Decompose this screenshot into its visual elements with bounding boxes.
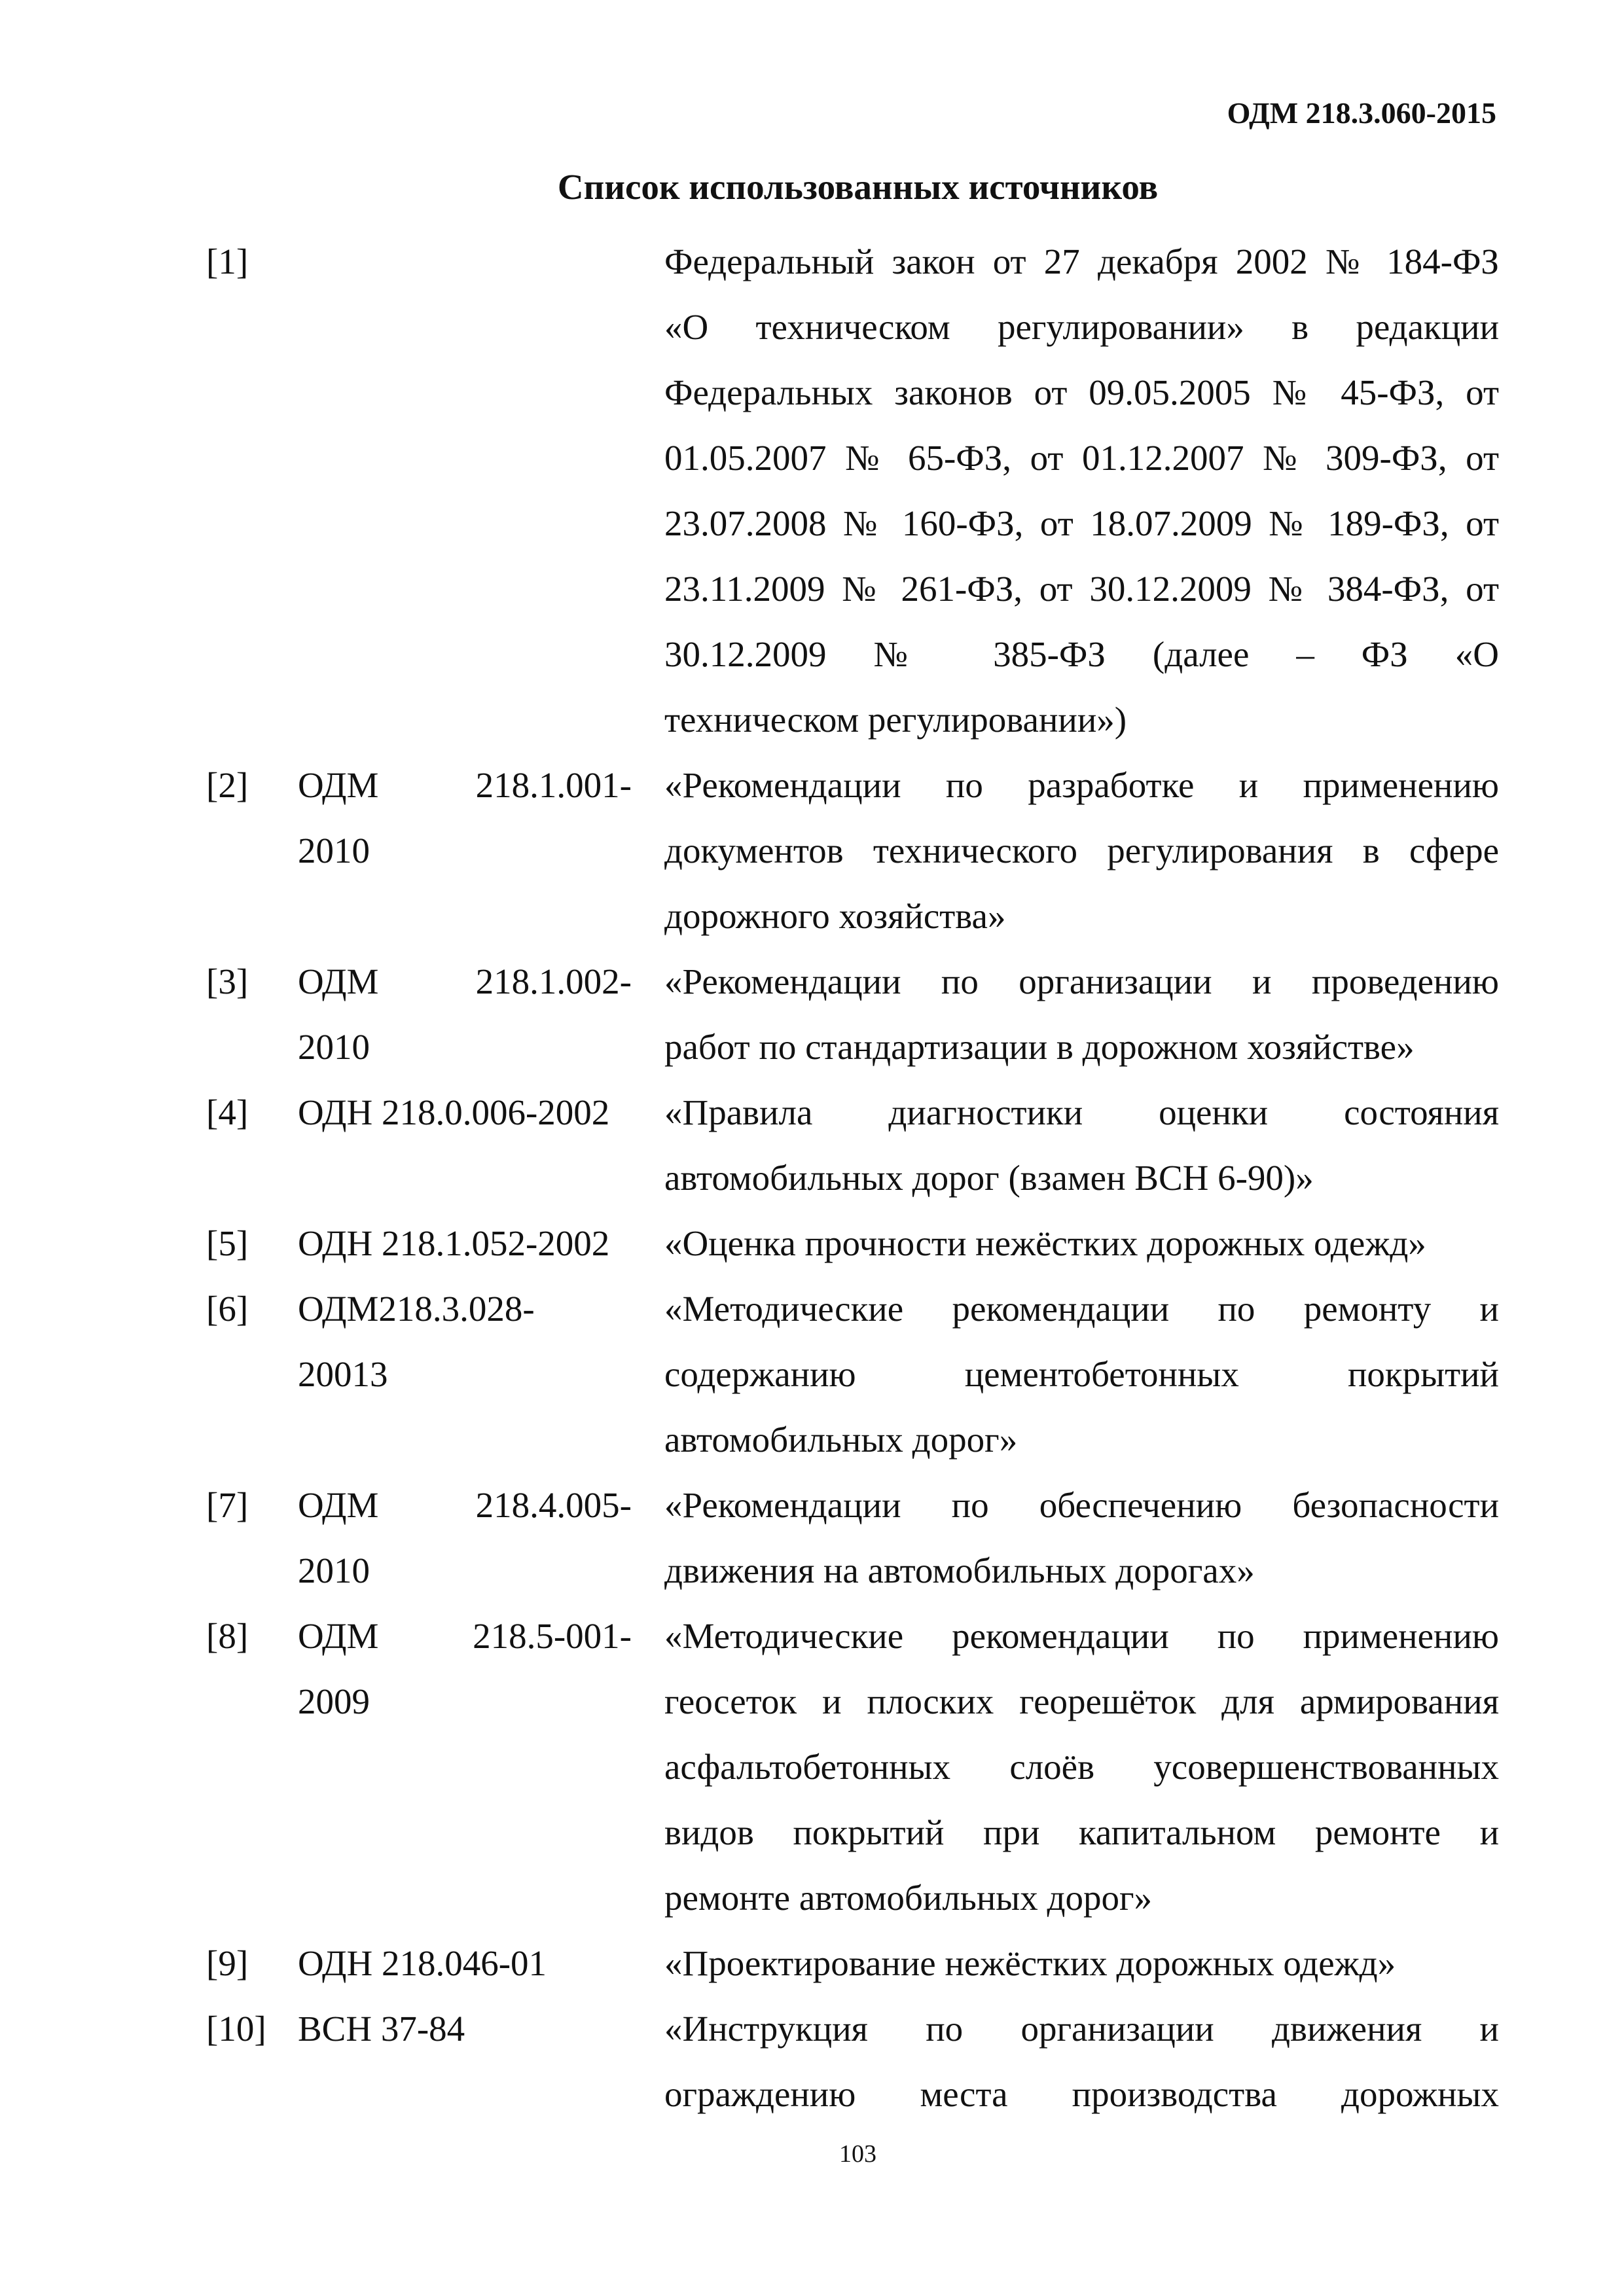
reference-title (664, 1996, 1499, 2127)
reference-list (206, 229, 1499, 2127)
reference-title (664, 1080, 1499, 1211)
reference-title-line: дорожного хозяйства» (664, 896, 1006, 936)
document-code: ОДМ 218.3.060-2015 (1227, 96, 1496, 130)
reference-title-line: «Методические рекомендации по применению (664, 1616, 1499, 1656)
reference-item (206, 1211, 1499, 1276)
page-number: 103 (839, 2140, 876, 2168)
reference-code-part: 218.1.002- (475, 961, 632, 1001)
reference-number: [9] (206, 1943, 249, 1983)
reference-title-line: «Методические рекомендации по ремонту и (664, 1289, 1499, 1329)
reference-code-part: ОДМ (298, 961, 379, 1001)
reference-code-line: 20013 (298, 1354, 388, 1394)
reference-title-line: «Проектирование нежёстких дорожных одежд» (664, 1943, 1396, 1983)
reference-code-line: 2010 (298, 1551, 370, 1590)
reference-code-line: ОДН 218.1.052-2002 (298, 1223, 610, 1263)
reference-title-line: ограждению места производства дорожных (664, 2074, 1499, 2114)
reference-title-line: «Инструкция по организации движения и (664, 2009, 1499, 2049)
reference-number: [5] (206, 1223, 249, 1263)
reference-code-line: ВСН 37-84 (298, 2009, 465, 2049)
reference-code (298, 229, 664, 753)
reference-title (664, 753, 1499, 949)
reference-title-line: геосеток и плоских георешёток для армирования (664, 1681, 1499, 1721)
reference-title (664, 1473, 1499, 1604)
reference-number: [10] (206, 2009, 266, 2049)
reference-title-line: «Рекомендации по обеспечению безопасности (664, 1485, 1499, 1525)
reference-title-line: автомобильных дорог» (664, 1420, 1018, 1460)
reference-title-line: документов технического регулирования в сфере (664, 831, 1499, 870)
reference-title-line: содержанию цементобетонных покрытий (664, 1354, 1499, 1394)
reference-title (664, 229, 1499, 753)
reference-title-line: видов покрытий при капитальном ремонте и (664, 1812, 1499, 1852)
reference-code-part: ОДМ (298, 1485, 379, 1525)
reference-title-line: работ по стандартизации в дорожном хозяйстве» (664, 1027, 1415, 1067)
reference-title (664, 1931, 1499, 1996)
reference-title-line: 30.12.2009 № 385-ФЗ (далее – ФЗ «О (664, 634, 1499, 674)
reference-code-part: ОДМ (298, 765, 379, 805)
reference-item (206, 949, 1499, 1080)
reference-number: [8] (206, 1616, 249, 1656)
page-title: Список использованных источников (557, 167, 1159, 207)
reference-code (298, 1211, 664, 1276)
reference-title (664, 1211, 1499, 1276)
reference-code (298, 1931, 664, 1996)
reference-title-line: «Рекомендации по организации и проведению (664, 961, 1499, 1001)
reference-code-line: 2009 (298, 1681, 370, 1721)
reference-code-line: 2010 (298, 831, 370, 870)
reference-number: [7] (206, 1485, 249, 1525)
reference-title (664, 1604, 1499, 1931)
reference-item (206, 1604, 1499, 1931)
reference-code-line: ОДН 218.0.006-2002 (298, 1092, 610, 1132)
reference-title-line: Федеральный закон от 27 декабря 2002 № 184-ФЗ (664, 242, 1499, 281)
reference-number: [1] (206, 242, 249, 281)
reference-code-part: ОДМ (298, 1616, 379, 1656)
reference-title-line: техническом регулировании») (664, 700, 1127, 740)
reference-title-line: «Рекомендации по разработке и применению (664, 765, 1499, 805)
reference-code-part: 218.1.001- (475, 765, 632, 805)
reference-item (206, 1931, 1499, 1996)
reference-code (298, 949, 664, 1080)
reference-item (206, 753, 1499, 949)
reference-item (206, 1996, 1499, 2127)
reference-title-line: асфальтобетонных слоёв усовершенствованных (664, 1747, 1499, 1787)
reference-title-line: 01.05.2007 № 65-ФЗ, от 01.12.2007 № 309-ФЗ, от (664, 438, 1499, 478)
reference-item (206, 1473, 1499, 1604)
reference-number: [3] (206, 961, 249, 1001)
reference-code (298, 1604, 664, 1931)
reference-code (298, 1473, 664, 1604)
reference-number: [2] (206, 765, 249, 805)
reference-code (298, 753, 664, 949)
reference-code-line: ОДН 218.046-01 (298, 1943, 547, 1983)
reference-item (206, 1080, 1499, 1211)
reference-title (664, 1276, 1499, 1473)
reference-title-line: автомобильных дорог (взамен ВСН 6-90)» (664, 1158, 1314, 1198)
reference-code-part: 218.4.005- (475, 1485, 632, 1525)
reference-title (664, 949, 1499, 1080)
reference-number: [4] (206, 1092, 249, 1132)
reference-title-line: ремонте автомобильных дорог» (664, 1878, 1153, 1918)
reference-code-line: 2010 (298, 1027, 370, 1067)
reference-number: [6] (206, 1289, 249, 1329)
reference-title-line: 23.07.2008 № 160-ФЗ, от 18.07.2009 № 189-ФЗ, от (664, 503, 1499, 543)
reference-code (298, 1276, 664, 1473)
reference-code-line: ОДМ218.3.028- (298, 1289, 535, 1329)
reference-code (298, 1080, 664, 1211)
reference-title-line: «Оценка прочности нежёстких дорожных одежд» (664, 1223, 1426, 1263)
reference-code-part: 218.5-001- (473, 1616, 632, 1656)
reference-title-line: движения на автомобильных дорогах» (664, 1551, 1255, 1590)
reference-item (206, 229, 1499, 753)
reference-title-line: «Правила диагностики оценки состояния (664, 1092, 1499, 1132)
reference-code (298, 1996, 664, 2127)
reference-title-line: «О техническом регулировании» в редакции (664, 307, 1499, 347)
reference-title-line: Федеральных законов от 09.05.2005 № 45-ФЗ, от (664, 372, 1499, 412)
reference-item (206, 1276, 1499, 1473)
reference-title-line: 23.11.2009 № 261-ФЗ, от 30.12.2009 № 384-ФЗ, от (664, 569, 1499, 609)
